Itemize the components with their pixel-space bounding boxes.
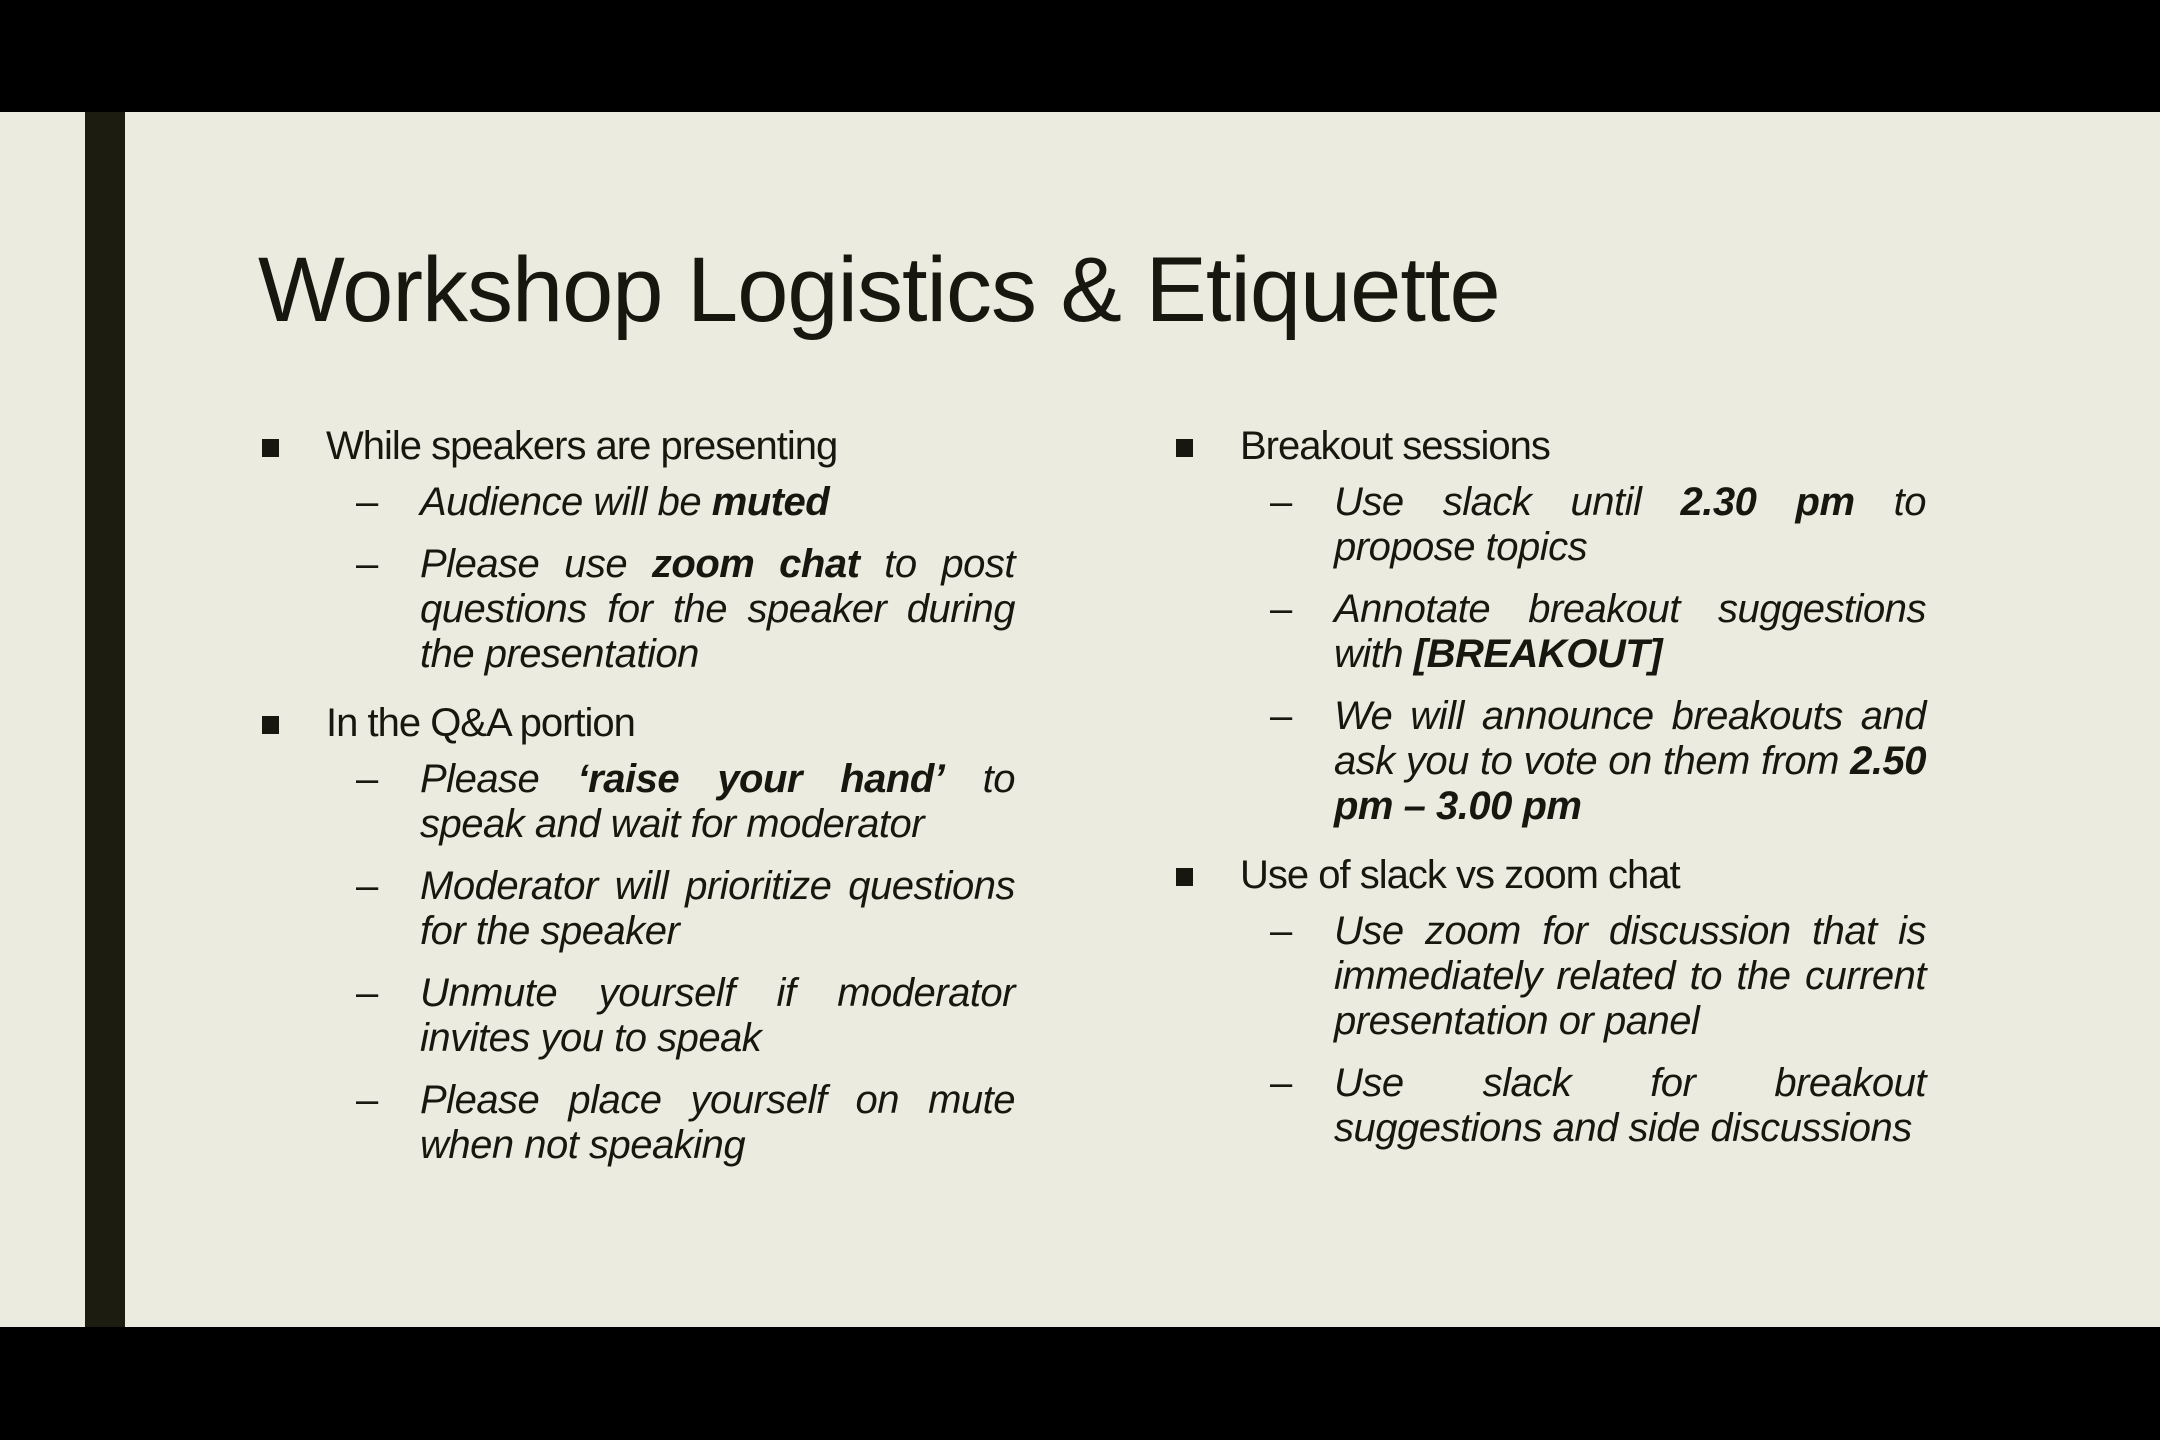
bullet-heading-text: Breakout sessions xyxy=(1240,424,1550,468)
dash-bullet-icon: – xyxy=(356,864,378,908)
sub-bullet-item xyxy=(258,757,1015,847)
emphasis-text: zoom chat xyxy=(651,542,860,586)
sub-bullet-item xyxy=(258,971,1015,1061)
square-bullet-icon xyxy=(262,439,279,457)
square-bullet-icon xyxy=(1176,439,1193,457)
item-text: to speak and wait for moderator xyxy=(420,757,1015,846)
sub-bullet-item xyxy=(1172,909,1926,1044)
item-text: Use zoom for discussion that is immediately related to the current presentation or panel xyxy=(1334,909,1926,1043)
bullet-heading-text: In the Q&A portion xyxy=(326,701,635,745)
emphasis-text: 2.50 pm – 3.00 pm xyxy=(1334,739,1926,828)
item-text: Audience will be xyxy=(420,480,712,524)
item-text: Use slack for breakout suggestions and side discussions xyxy=(1334,1061,1926,1150)
item-text: We will announce breakouts and ask you to vote on them from xyxy=(1334,694,1926,783)
square-bullet-icon xyxy=(262,716,279,734)
sub-bullet-list xyxy=(258,480,1015,677)
emphasis-text: muted xyxy=(711,480,830,524)
sub-bullet-item xyxy=(258,480,1015,525)
item-text: Moderator will prioritize questions for the speaker xyxy=(420,864,1015,953)
slide xyxy=(0,112,2160,1327)
item-text: Please xyxy=(420,757,578,801)
dash-bullet-icon: – xyxy=(356,480,378,524)
dash-bullet-icon: – xyxy=(1270,587,1292,631)
sub-bullet-item xyxy=(1172,587,1926,677)
sub-bullet-item xyxy=(1172,694,1926,829)
sub-bullet-list xyxy=(258,757,1015,1168)
slide-title: Workshop Logistics & Etiquette xyxy=(258,239,1500,341)
sub-bullet-item xyxy=(258,542,1015,677)
sub-bullet-item xyxy=(258,864,1015,954)
bullet-heading xyxy=(258,699,1015,747)
dash-bullet-icon: – xyxy=(1270,1061,1292,1105)
right-column xyxy=(1172,422,1926,1173)
dash-bullet-icon: – xyxy=(1270,909,1292,953)
bullet-heading xyxy=(1172,851,1926,899)
item-text: Unmute yourself if moderator invites you to speak xyxy=(420,971,1015,1060)
dash-bullet-icon: – xyxy=(356,542,378,586)
item-text: to post questions for the speaker during the presentation xyxy=(420,542,1016,676)
sub-bullet-list xyxy=(1172,909,1926,1151)
emphasis-text: 2.30 pm xyxy=(1680,480,1855,524)
item-text: Annotate breakout suggestions with xyxy=(1334,587,1926,676)
bullet-heading-text: Use of slack vs zoom chat xyxy=(1240,853,1680,897)
accent-bar xyxy=(85,112,125,1327)
sub-bullet-item xyxy=(1172,1061,1926,1151)
sub-bullet-item xyxy=(1172,480,1926,570)
item-text: Please use xyxy=(420,542,652,586)
sub-bullet-item xyxy=(258,1078,1015,1168)
bullet-heading xyxy=(1172,422,1926,470)
dash-bullet-icon: – xyxy=(356,757,378,801)
left-column xyxy=(258,422,1015,1190)
bullet-heading-text: While speakers are presenting xyxy=(326,424,838,468)
bullet-heading xyxy=(258,422,1015,470)
dash-bullet-icon: – xyxy=(1270,694,1292,738)
dash-bullet-icon: – xyxy=(356,1078,378,1122)
square-bullet-icon xyxy=(1176,868,1193,886)
dash-bullet-icon: – xyxy=(356,971,378,1015)
sub-bullet-list xyxy=(1172,480,1926,829)
emphasis-text: ‘raise your hand’ xyxy=(577,757,945,801)
dash-bullet-icon: – xyxy=(1270,480,1292,524)
item-text: Please place yourself on mute when not speaking xyxy=(420,1078,1015,1167)
emphasis-text: [BREAKOUT] xyxy=(1413,632,1663,676)
item-text: to propose topics xyxy=(1334,480,1927,569)
item-text: Use slack until xyxy=(1334,480,1681,524)
